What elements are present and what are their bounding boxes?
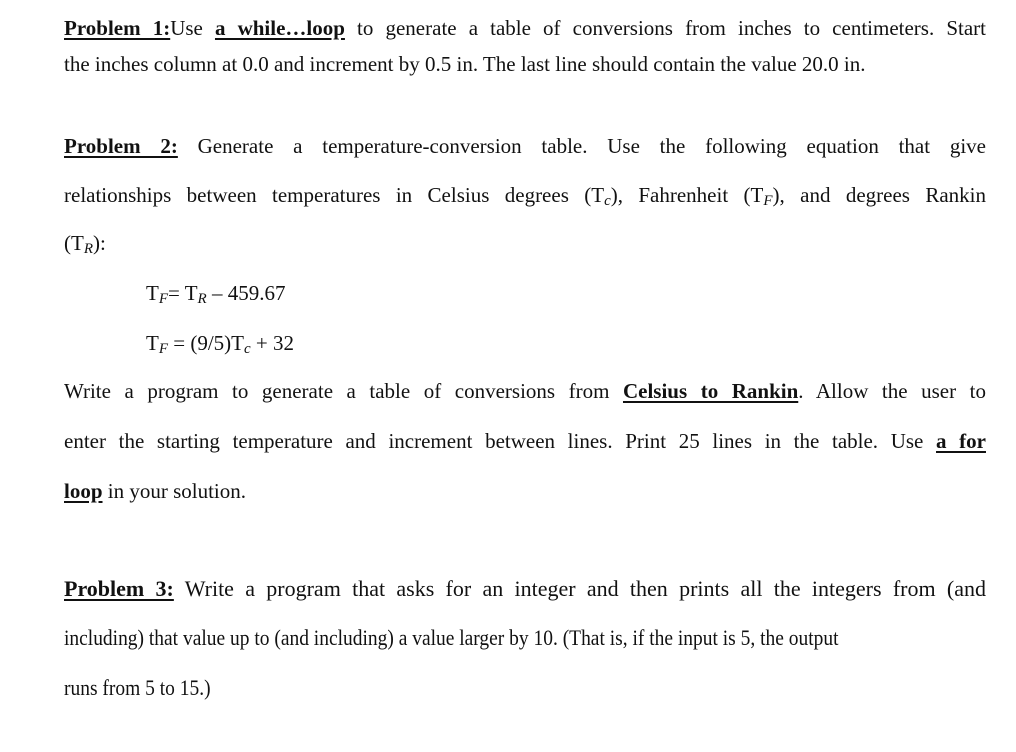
problem2-line6: loop in your solution. xyxy=(64,479,247,503)
problem3-line3: runs from 5 to 15.) xyxy=(64,675,211,700)
problem2-line2: relationships between temperatures in Celsius degrees $(T_c)$, Fahrenheit $(T_F)$, and degrees Rankin xyxy=(64,183,986,208)
celsius-to-rankin-emphasis: Celsius to Rankin xyxy=(622,379,799,403)
problem2-line3: $(T_R)$: xyxy=(64,231,106,257)
formula-celsius-to-fahrenheit: $T_F = (9/5)T_c + 32$ xyxy=(146,331,295,357)
while-loop-emphasis: a while…loop xyxy=(214,16,345,40)
formula-rankin-to-fahrenheit: $T_F= T_R - 459.67$ xyxy=(146,281,286,307)
problem1-line2: the inches column at 0.0 and increment by 0.5 in. The last line should contain the value 20.0 in. xyxy=(64,52,866,76)
problem3-heading: Problem 3: xyxy=(64,576,174,601)
problem1-line1: Problem 1:Use a while…loop to generate a table of conversions from inches to centimeters. Start xyxy=(64,16,986,40)
problem3-line1: Problem 3: Write a program that asks for an integer and then prints all the integers from (and xyxy=(64,576,986,601)
for-loop-emphasis-part1: a for xyxy=(936,429,986,453)
problem1-heading: Problem 1: xyxy=(64,16,171,40)
problem3-line2: including) that value up to (and including) a value larger by 10. (That is, if the input is 5, the output xyxy=(64,625,839,650)
problem2-heading: Problem 2: xyxy=(64,134,178,158)
for-loop-emphasis-part2: loop xyxy=(64,479,103,503)
problem2-line1: Problem 2: Generate a temperature-conversion table. Use the following equation that give xyxy=(64,134,986,158)
problem2-line5: enter the starting temperature and increment between lines. Print 25 lines in the table. Use a for xyxy=(64,429,986,453)
problem2-line4: Write a program to generate a table of conversions from Celsius to Rankin. Allow the user to xyxy=(64,379,986,403)
